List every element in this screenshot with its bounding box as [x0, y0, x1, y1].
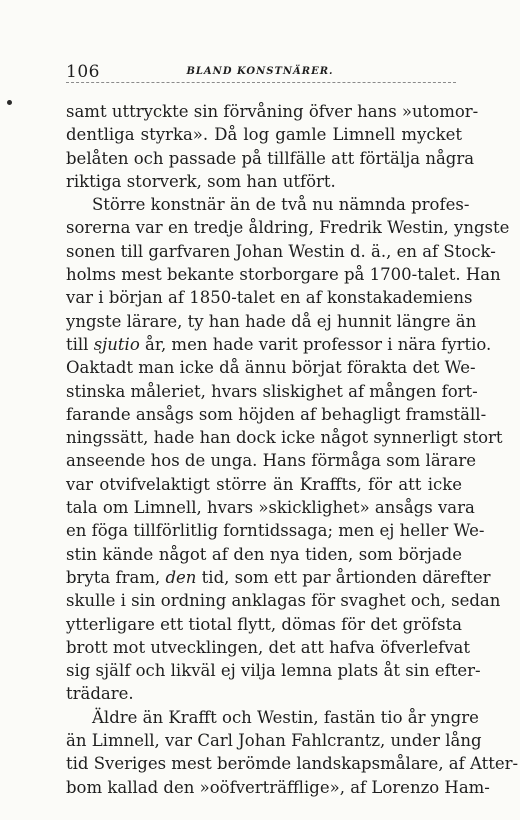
text-line: sonen till garfvaren Johan Westin d. ä., en af Stock- — [66, 241, 496, 261]
text-line: yngste lärare, ty han hade då ej hunnit längre än — [66, 311, 477, 331]
text-line — [66, 333, 492, 356]
text-line: farande ansågs som höjden af behagligt framställ- — [66, 404, 487, 424]
text-segment: till — [66, 334, 94, 354]
text-line: bom kallad den »oöfverträfflige», af Lorenzo Ham- — [66, 777, 490, 797]
text-segment: bryta fram, — [66, 567, 166, 587]
text-line: stinska måleriet, hvars sliskighet af mången fort- — [66, 381, 478, 401]
text-line: tala om Limnell, hvars »skicklighet» ansågs vara — [66, 498, 475, 518]
text-line: trädare. — [66, 684, 134, 704]
text-line: sorerna var en tredje åldring, Fredrik Westin, yngste — [66, 218, 510, 238]
text-line: riktiga storverk, som han utfört. — [66, 171, 336, 191]
text-line: än Limnell, var Carl Johan Fahlcrantz, under lång — [66, 731, 482, 751]
text-line: ytterligare ett tiotal flytt, dömas för det gröfsta — [66, 614, 462, 634]
text-line: tid Sveriges mest berömde landskapsmålare, af Atter- — [66, 754, 519, 774]
text-line: holms mest bekante storborgare på 1700-talet. Han — [66, 265, 501, 285]
text-line: var i början af 1850-talet en af konstakademiens — [66, 288, 473, 308]
header-rule — [66, 82, 456, 83]
running-head: BLAND KONSTNÄRER. — [186, 66, 334, 77]
text-line: samt uttryckte sin förvåning öfver hans »utomor- — [66, 102, 479, 121]
page-number: 106 — [66, 62, 100, 82]
margin-dot — [7, 100, 12, 105]
text-segment: tid, som ett par årtionden därefter — [196, 567, 491, 587]
text-line: dentliga styrka». Då log gamle Limnell mycket — [66, 125, 462, 145]
text-line: Större konstnär än de två nu nämnda profes- — [92, 195, 470, 215]
text-line: sig själf och likväl ej vilja lemna plats åt sin efter- — [66, 661, 481, 681]
text-line: Oaktadt man icke då ännu börjat förakta det We- — [66, 358, 476, 378]
emphasized-word: den — [165, 567, 197, 587]
text-line: stin kände något af den nya tiden, som började — [66, 544, 462, 564]
text-line: en föga tillförlitlig forntidssaga; men ej heller We- — [66, 521, 485, 541]
emphasized-word: sjutio — [93, 334, 140, 354]
text-line: belåten och passade på tillfälle att förtälja några — [66, 148, 475, 168]
text-line: brott mot utvecklingen, det att hafva öfverlefvat — [66, 637, 471, 657]
text-line: var otvifvelaktigt större än Kraffts, för att icke — [66, 474, 462, 494]
text-line: skulle i sin ordning anklagas för svaghet och, sedan — [66, 591, 501, 611]
body-text — [66, 100, 519, 799]
text-line: Äldre än Krafft och Westin, fastän tio år yngre — [92, 707, 479, 727]
text-line: anseende hos de unga. Hans förmåga som lärare — [66, 451, 477, 471]
text-line: ningssätt, hade han dock icke något synnerligt stort — [66, 428, 503, 448]
text-segment: år, men hade varit professor i nära fyrtio. — [139, 334, 492, 354]
text-line — [66, 566, 491, 589]
